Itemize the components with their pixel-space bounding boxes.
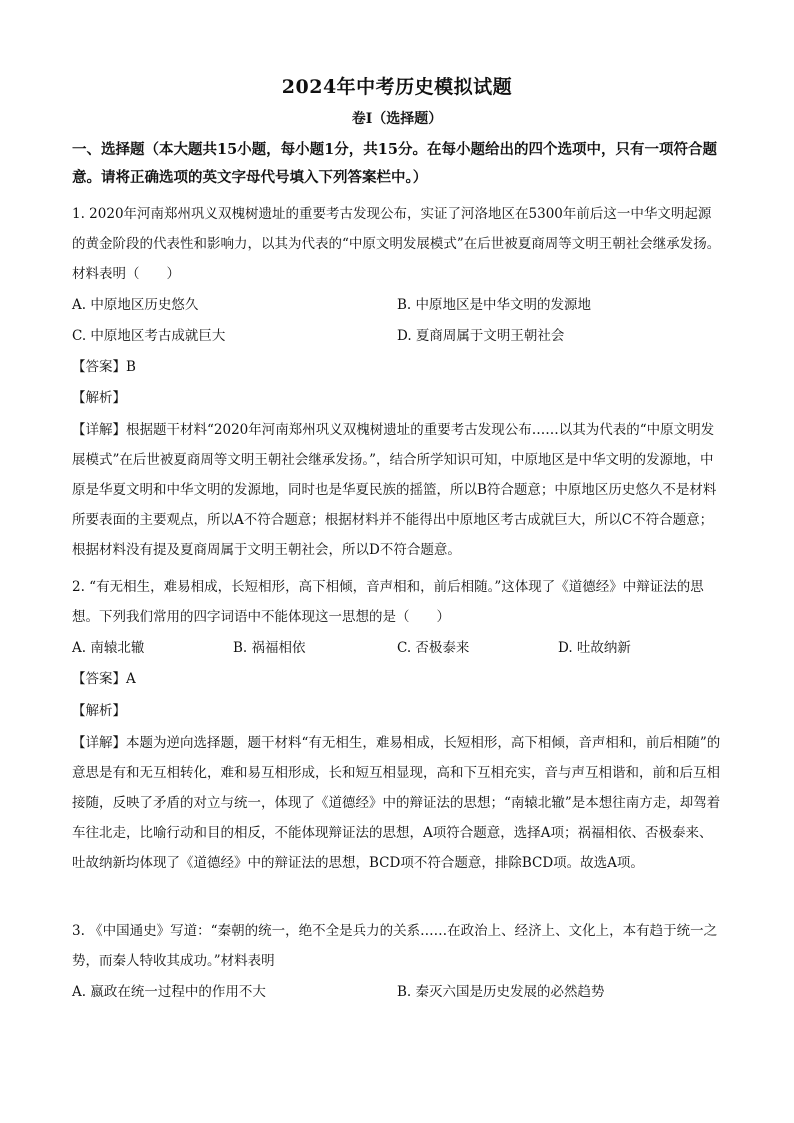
page-title: 2024年中考历史模拟试题 [281, 76, 513, 98]
question-1-detail: 【详解】根据题干材料“2020年河南郑州巩义双槐树遗址的重要考古发现公布……以其为代表的“中原文明发展模式”在后世被夏商周等文明王朝社会继承发扬。”，结合所学知识可知，中原地区是中华文明的发源地，中原是华夏文明和中华文明的发源地，同时也是华夏民族的摇篮，所以B符合题意；中原地区历史悠久不是材料所要表面的主要观点，所以A不符合题意；根据材料并不能得出中原地区考古成就巨大，所以C不符合题意；根据材料没有提及夏商周属于文明王朝社会，所以D不符合题意。 [72, 422, 717, 558]
question-3-stem: 3. 《中国通史》写道：“秦朝的统一，绝不全是兵力的关系……在政治上、经济上、文化上，本有趋于统一之势，而秦人特收其成功。”材料表明 [72, 923, 718, 969]
paper-part-heading: 卷Ⅰ（选择题） [351, 111, 443, 127]
question-2-option-d: D. 吐故纳新 [558, 640, 631, 656]
question-3-option-a: A. 嬴政在统一过程中的作用不大 [72, 984, 266, 1000]
question-1-option-c: C. 中原地区考古成就巨大 [72, 328, 226, 344]
question-1-option-a: A. 中原地区历史悠久 [72, 297, 199, 313]
question-2-detail: 【详解】本题为逆向选择题，题干材料“有无相生，难易相成，长短相形，高下相倾，音声相和，前后相随”的意思是有和无互相转化，难和易互相形成，长和短互相显现，高和下互相充实，音与声互相谐和，前和后互相接随，反映了矛盾的对立与统一，体现了《道德经》中的辩证法的思想；“南辕北辙”是本想往南方走，却驾着车往北走，比喻行动和目的相反，不能体现辩证法的思想，A项符合题意，选择A项；祸福相依、否极泰来、吐故纳新均体现了《道德经》中的辩证法的思想，BCD项不符合题意，排除BCD项。故选A项。 [72, 735, 721, 871]
question-1-stem: 1. 2020年河南郑州巩义双槐树遗址的重要考古发现公布，实证了河洛地区在5300年前后这一中华文明起源的黄金阶段的代表性和影响力，以其为代表的“中原文明发展模式”在后世被夏商周等文明王朝社会继承发扬。材料表明（ ） [72, 206, 721, 282]
question-2-stem: 2. “有无相生，难易相成，长短相形，高下相倾，音声相和，前后相随。”这体现了《道德经》中辩证法的思想。下列我们常用的四字词语中不能体现这一思想的是（ ） [72, 579, 704, 625]
question-2-option-c: C. 否极泰来 [397, 640, 470, 656]
question-1-option-b: B. 中原地区是中华文明的发源地 [397, 297, 592, 313]
question-1-answer: 【答案】B [72, 359, 136, 375]
question-1-analysis-label: 【解析】 [72, 390, 126, 406]
section-instructions: 一、选择题（本大题共15小题，每小题1分，共15分。在每小题给出的四个选项中，只有一项符合题意。请将正确选项的英文字母代号填入下列答案栏中。） [72, 141, 717, 186]
question-2-answer: 【答案】A [72, 671, 136, 687]
question-1-option-d: D. 夏商周属于文明王朝社会 [397, 328, 565, 344]
question-2-option-b: B. 祸福相依 [233, 640, 306, 656]
question-2-analysis-label: 【解析】 [72, 703, 126, 719]
question-3-option-b: B. 秦灭六国是历史发展的必然趋势 [397, 984, 605, 1000]
question-2-option-a: A. 南辕北辙 [72, 640, 145, 656]
